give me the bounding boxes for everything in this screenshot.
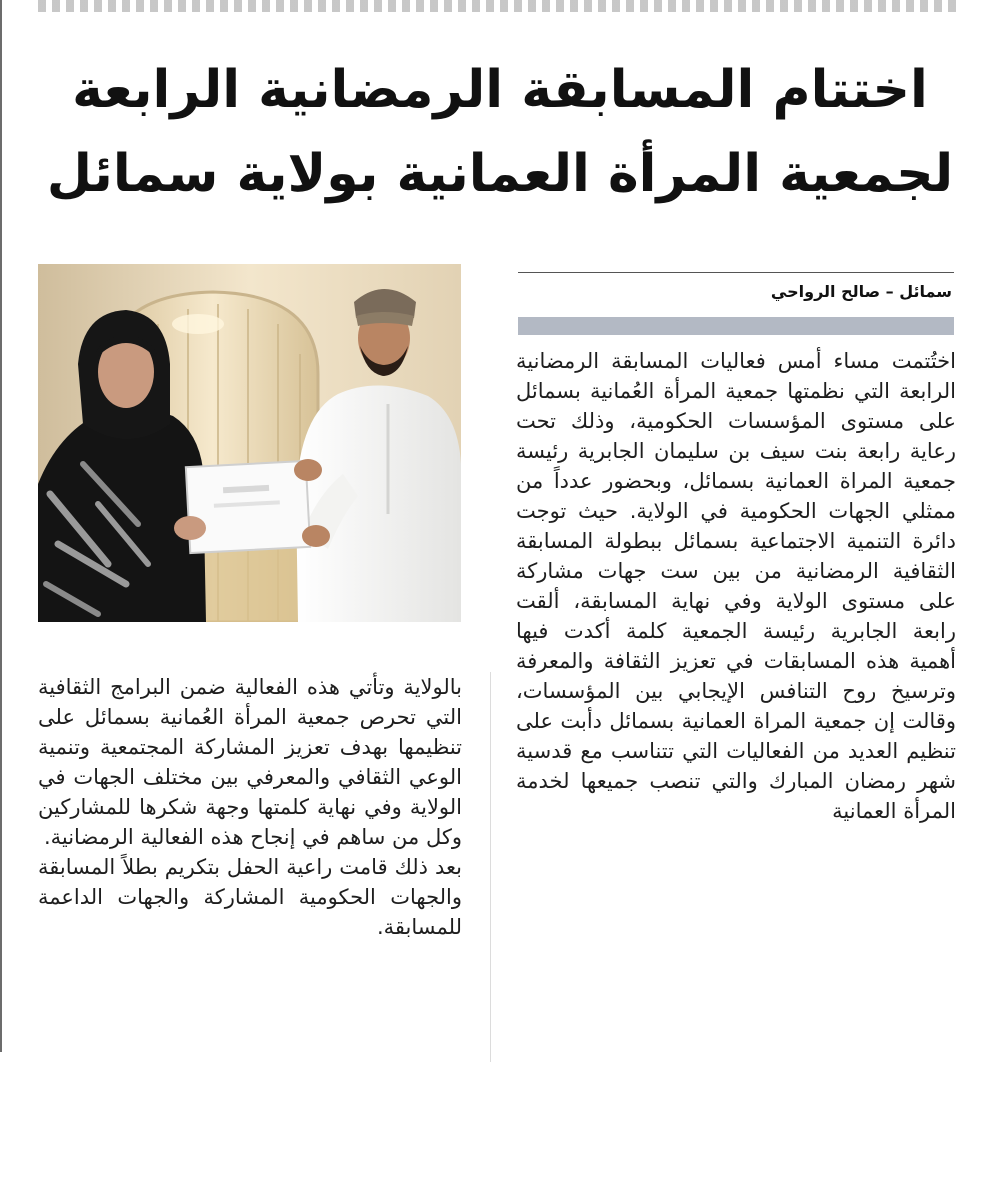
body-paragraph: بعد ذلك قامت راعية الحفل بتكريم بطلاً المسابقة والجهات الحكومية المشاركة والجهات الداعمة للمسابقة. <box>38 855 462 939</box>
article-body-left-column <box>38 672 462 942</box>
article-byline: سمائل – صالح الرواحي <box>770 282 952 301</box>
headline-line-1: اختتام المسابقة الرمضانية الرابعة <box>72 60 928 120</box>
byline-top-rule <box>518 272 954 273</box>
top-border-dots <box>38 0 958 12</box>
page-left-rule <box>0 0 2 1052</box>
article-headline <box>40 48 960 216</box>
article-body-right-column <box>516 346 956 826</box>
article-photo <box>38 264 461 622</box>
headline-line-2: لجمعية المرأة العمانية بولاية سمائل <box>46 144 954 204</box>
body-paragraph: اختُتمت مساء أمس فعاليات المسابقة الرمضانية الرابعة التي نظمتها جمعية المرأة العُمانية بسمائل على مستوى المؤسسات الحكومية، وذلك تحت رعاية رابعة بنت سيف بن سليمان الجابرية رئيسة جمعية المراة العمانية بسمائل، وبحضور عدداً من ممثلي الجهات الحكومية في الولاية. حيث توجت دائرة التنمية الاجتماعية بسمائل ببطولة المسابقة الثقافية الرمضانية من بين ست جهات مشاركة على مستوى الولاية وفي نهاية المسابقة، ألقت رابعة الجابرية رئيسة الجمعية كلمة أكدت فيها أهمية هذه المسابقات في تعزيز الثقافة والمعرفة وترسيخ روح التنافس الإيجابي بين المؤسسات، وقالت إن جمعية المراة العمانية بسمائل دأبت على تنظيم العديد من الفعاليات التي تتناسب مع قدسية شهر رمضان المبارك والتي تنصب جميعها لخدمة المرأة العمانية <box>516 349 956 823</box>
byline-bar <box>518 317 954 335</box>
byline-block <box>518 272 954 335</box>
body-paragraph: بالولاية وتأتي هذه الفعالية ضمن البرامج الثقافية التي تحرص جمعية المرأة العُمانية بسمائل على تنظيمها بهدف تعزيز المشاركة المجتمعية وتنمية الوعي الثقافي والمعرفي بين مختلف الجهات في الولاية وفي نهاية كلمتها وجهة شكرها للمشاركين وكل من ساهم في إنجاح هذه الفعالية الرمضانية. <box>38 675 462 849</box>
column-divider <box>490 672 491 1062</box>
